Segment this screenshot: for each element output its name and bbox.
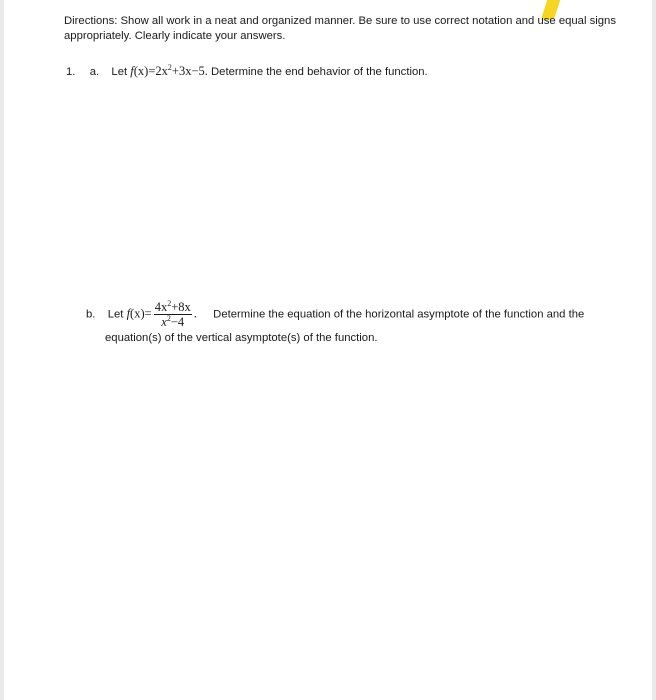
question-1b — [86, 300, 584, 329]
let-label: Let — [111, 66, 128, 78]
function-expression-a: $f(x)=2x^2+3x-5$. — [130, 63, 208, 78]
rational-fraction — [154, 300, 192, 329]
function-name-b: f(x)= — [126, 306, 152, 321]
question-number: 1. — [66, 66, 76, 78]
let-label: Let — [107, 308, 124, 321]
question-letter-b: b. — [86, 308, 96, 321]
fraction-denominator: $x^2-4$ — [161, 314, 185, 329]
worksheet-page — [4, 0, 652, 700]
question-1b-prompt-line1: Determine the equation of the horizontal asymptote of the function and the — [213, 308, 585, 321]
question-letter-a: a. — [89, 66, 100, 78]
fraction-numerator: $4x^2+8x$ — [154, 299, 191, 314]
fraction-period: . — [193, 306, 197, 321]
question-1a-prompt: Determine the end behavior of the function. — [211, 66, 428, 78]
question-1b-prompt-line2: equation(s) of the vertical asymptote(s) of the function. — [105, 332, 378, 344]
directions-text: Directions: Show all work in a neat and organized manner. Be sure to use correct notation and use equal signs appropriately. Clearly indicate your answers. — [64, 15, 616, 42]
question-1a — [66, 64, 428, 79]
